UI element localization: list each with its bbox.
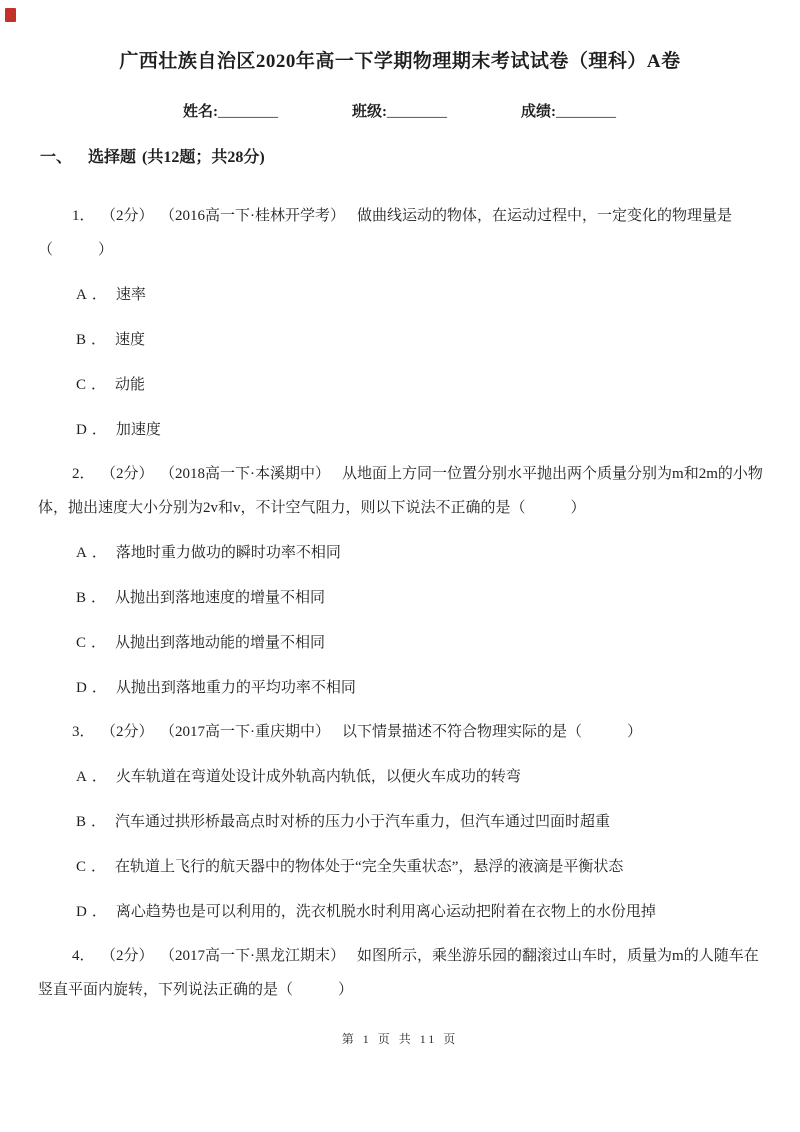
question-2-option-c	[0, 626, 800, 660]
question-points: （2分）	[108, 466, 154, 482]
option-letter: D	[76, 904, 87, 920]
option-letter: D	[76, 680, 87, 696]
question-1-option-a	[0, 278, 800, 312]
question-1-stem	[0, 199, 800, 267]
red-corner-mark	[5, 8, 16, 22]
option-letter: A	[76, 769, 87, 785]
option-separator: ．	[91, 377, 107, 393]
section-title: 选择题	[88, 149, 137, 166]
option-text: 加速度	[115, 422, 161, 438]
name-label: 姓名:	[183, 104, 218, 120]
question-points: （2分）	[108, 948, 154, 964]
question-text: 以下情景描述不符合物理实际的是（ ）	[342, 724, 643, 740]
section-meta: (共12题；共28分)	[142, 149, 265, 166]
section-heading	[0, 147, 800, 169]
option-text: 速度	[115, 332, 146, 348]
option-text: 从抛出到落地动能的增量不相同	[115, 635, 326, 651]
question-source: （2016高一下·桂林开学考）	[167, 208, 346, 224]
option-separator: ．	[91, 635, 107, 651]
question-4-stem	[0, 939, 800, 1007]
question-number: 1．	[72, 208, 95, 224]
option-text: 动能	[115, 377, 146, 393]
option-letter: C	[76, 859, 87, 875]
question-source: （2017高一下·黑龙江期末）	[167, 948, 346, 964]
option-text: 汽车通过拱形桥最高点时对桥的压力小于汽车重力，但汽车通过凹面时超重	[115, 814, 611, 830]
option-letter: B	[76, 332, 87, 348]
question-1-option-b	[0, 323, 800, 357]
option-letter: B	[76, 590, 87, 606]
question-2-option-b	[0, 581, 800, 615]
score-field	[521, 101, 616, 123]
option-text: 从抛出到落地速度的增量不相同	[115, 590, 326, 606]
option-text: 速率	[115, 287, 146, 303]
option-separator: ．	[91, 814, 107, 830]
option-separator: ．	[91, 590, 107, 606]
option-letter: C	[76, 635, 87, 651]
class-field	[352, 101, 447, 123]
question-2-option-a	[0, 536, 800, 570]
question-3-option-b	[0, 805, 800, 839]
question-text: 如图所示，乘坐游乐园的翻滚过山车时，质量为m的人随车在竖直平面内旋转，下列说法正确的是（ ）	[38, 948, 759, 998]
option-separator: ．	[91, 859, 107, 875]
score-label: 成绩:	[521, 104, 556, 120]
option-letter: A	[76, 545, 87, 561]
option-text: 从抛出到落地重力的平均功率不相同	[115, 680, 356, 696]
question-1-option-c	[0, 368, 800, 402]
question-3-option-d	[0, 895, 800, 929]
question-points: （2分）	[108, 208, 154, 224]
question-1-option-d	[0, 413, 800, 447]
option-text: 离心趋势也是可以利用的，洗衣机脱水时利用离心运动把附着在衣物上的水份甩掉	[115, 904, 656, 920]
question-3-option-a	[0, 760, 800, 794]
option-letter: B	[76, 814, 87, 830]
option-text: 在轨道上飞行的航天器中的物体处于“完全失重状态”，悬浮的液滴是平衡状态	[115, 859, 624, 875]
option-letter: C	[76, 377, 87, 393]
question-2-stem	[0, 457, 800, 525]
class-blank-line: ________	[387, 104, 447, 120]
header-fields	[0, 101, 800, 123]
section-index: 一、	[40, 149, 73, 166]
option-letter: D	[76, 422, 87, 438]
option-text: 落地时重力做功的瞬时功率不相同	[115, 545, 341, 561]
question-3-option-c	[0, 850, 800, 884]
question-number: 4．	[72, 948, 95, 964]
question-number: 3．	[72, 724, 95, 740]
question-3-stem	[0, 715, 800, 749]
name-blank-line: ________	[218, 104, 278, 120]
option-separator: ．	[91, 332, 107, 348]
option-text: 火车轨道在弯道处设计成外轨高内轨低，以便火车成功的转弯	[115, 769, 521, 785]
option-separator: ．	[91, 422, 107, 438]
question-text: 从地面上方同一位置分别水平抛出两个质量分别为m和2m的小物体，抛出速度大小分别为2v和v，不计空气阻力，则以下说法不正确的是（ ）	[38, 466, 763, 516]
question-source: （2018高一下·本溪期中）	[167, 466, 331, 482]
option-separator: ．	[91, 769, 107, 785]
score-blank-line: ________	[556, 104, 616, 120]
page-title: 广西壮族自治区2020年高一下学期物理期末考试试卷（理科）A卷	[119, 51, 681, 72]
class-label: 班级:	[352, 104, 387, 120]
name-field	[183, 101, 278, 123]
question-points: （2分）	[108, 724, 154, 740]
question-source: （2017高一下·重庆期中）	[167, 724, 331, 740]
option-separator: ．	[91, 904, 107, 920]
question-text: 做曲线运动的物体，在运动过程中，一定变化的物理量是（ ）	[38, 208, 733, 258]
page-footer: 第 1 页 共 11 页	[341, 1032, 459, 1046]
option-separator: ．	[91, 545, 107, 561]
question-2-option-d	[0, 671, 800, 705]
question-number: 2．	[72, 466, 95, 482]
option-letter: A	[76, 287, 87, 303]
option-separator: ．	[91, 287, 107, 303]
option-separator: ．	[91, 680, 107, 696]
